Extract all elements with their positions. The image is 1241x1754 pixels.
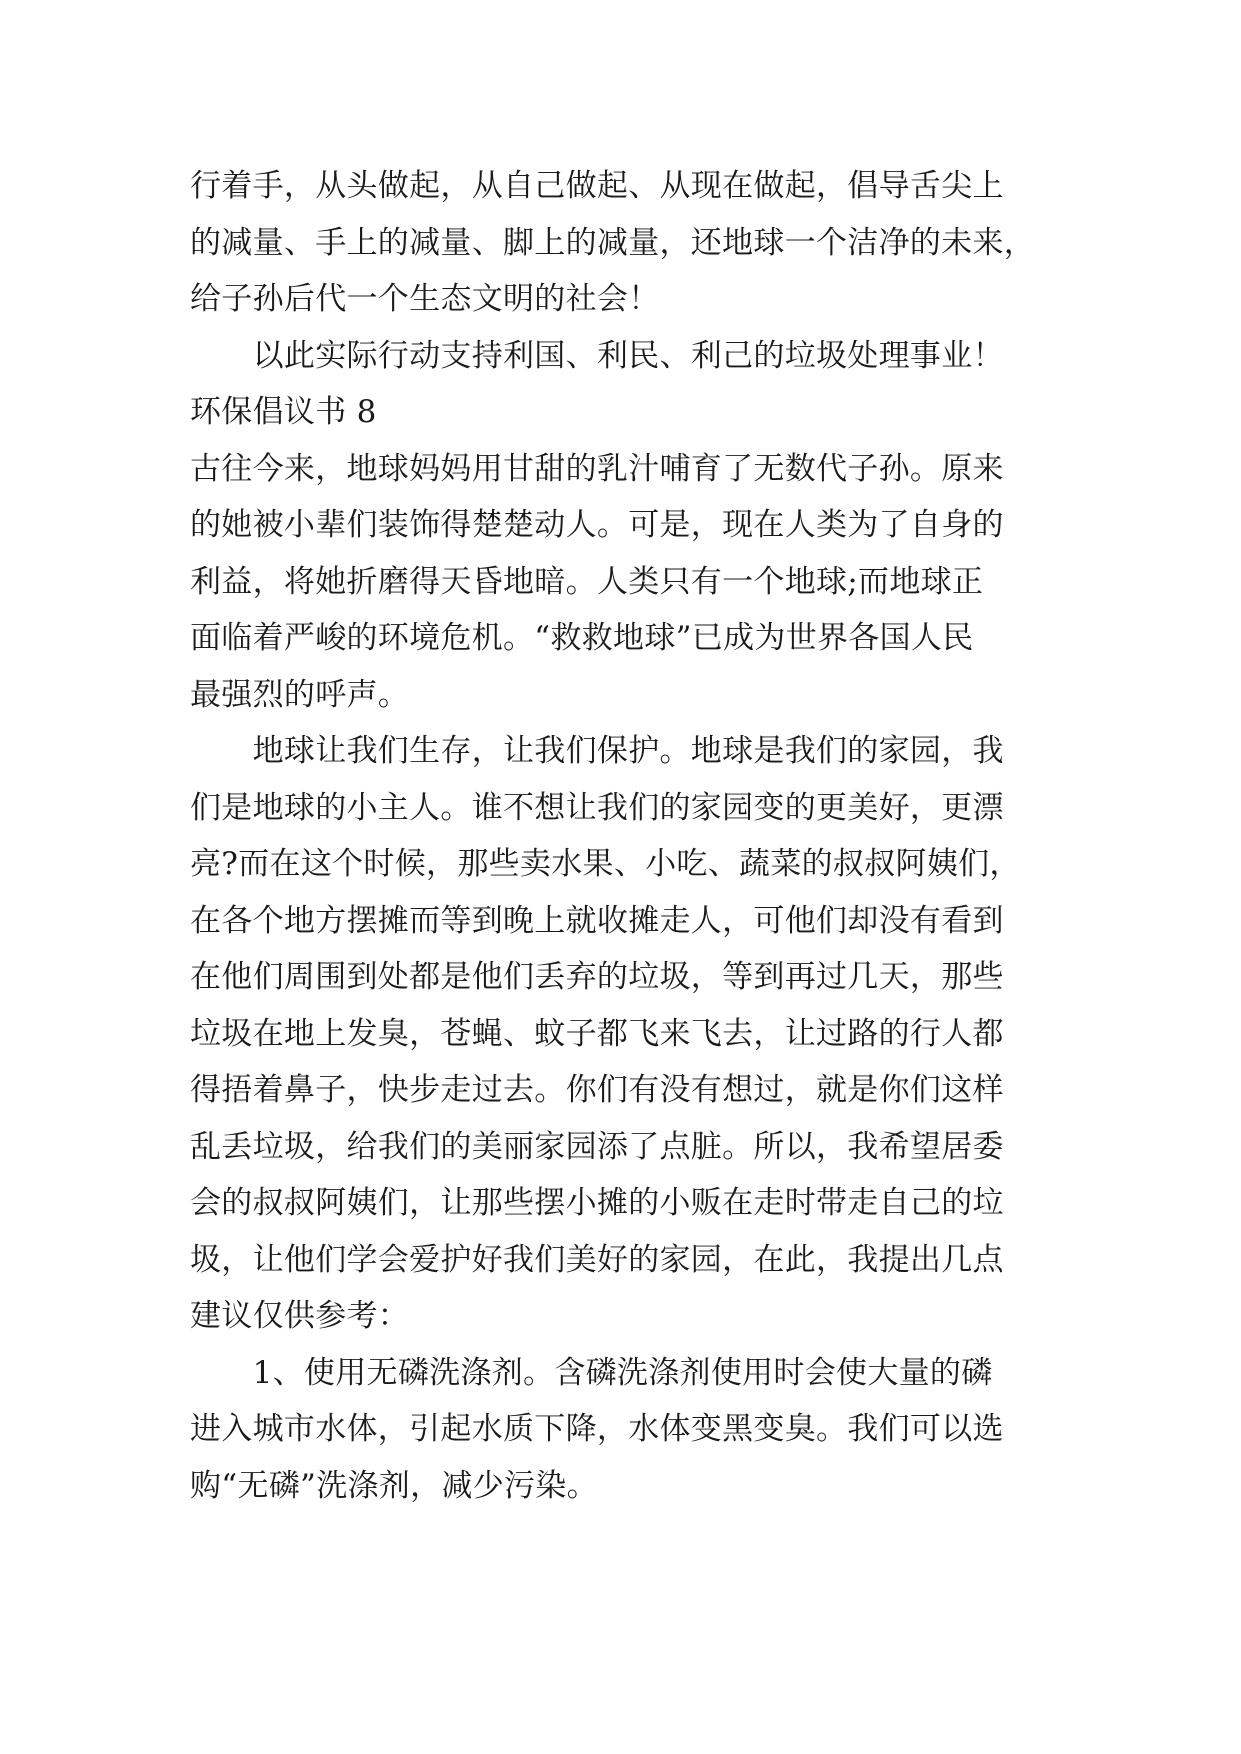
text-line: 乱丢垃圾，给我们的美丽家园添了点脏。所以，我希望居委 — [190, 1128, 1004, 1165]
text-line: 在他们周围到处都是他们丢弃的垃圾，等到再过几天，那些 — [190, 959, 1004, 995]
text-line: 建议仅供参考： — [190, 1298, 410, 1334]
text-line: 的减量、手上的减量、脚上的减量，还地球一个洁净的未来， — [190, 224, 1036, 261]
text-line: 垃圾在地上发臭，苍蝇、蚊子都飞来飞去，让过路的行人都 — [190, 1015, 1004, 1052]
text-line: 会的叔叔阿姨们，让那些摆小摊的小贩在走时带走自己的垃 — [190, 1185, 1004, 1221]
text-line: 地球让我们生存，让我们保护。地球是我们的家园，我 — [190, 733, 1004, 769]
text-line: 在各个地方摆摊而等到晚上就收摊走人，可他们却没有看到 — [190, 902, 1004, 939]
text-line: 1、使用无磷洗涤剂。含磷洗涤剂使用时会使大量的磷 — [190, 1354, 993, 1391]
text-line: 利益，将她折磨得天昏地暗。人类只有一个地球;而地球正 — [190, 563, 984, 600]
text-line: 购“无磷”洗涤剂，减少污染。 — [190, 1467, 598, 1504]
text-line: 进入城市水体，引起水质下降，水体变黑变臭。我们可以选 — [190, 1411, 1004, 1447]
text-line: 圾，让他们学会爱护好我们美好的家园，在此，我提出几点 — [190, 1241, 1004, 1278]
text-line: 们是地球的小主人。谁不想让我们的家园变的更美好，更漂 — [190, 789, 1004, 826]
text-line: 亮?而在这个时候，那些卖水果、小吃、蔬菜的叔叔阿姨们， — [190, 846, 1021, 882]
section-heading: 环保倡议书 8 — [190, 394, 377, 430]
text-line: 以此实际行动支持利国、利民、利己的垃圾处理事业！ — [190, 337, 1004, 374]
text-line: 面临着严峻的环境危机。“救救地球”已成为世界各国人民 — [190, 620, 974, 656]
text-line: 行着手，从头做起，从自己做起、从现在做起，倡导舌尖上 — [190, 168, 1004, 204]
text-line: 古往今来，地球妈妈用甘甜的乳汁哺育了无数代子孙。原来 — [190, 450, 1004, 487]
text-line: 最强烈的呼声。 — [190, 676, 410, 713]
text-line: 给子孙后代一个生态文明的社会！ — [190, 281, 660, 317]
document-body — [190, 158, 1052, 1514]
text-line: 的她被小辈们装饰得楚楚动人。可是，现在人类为了自身的 — [190, 507, 1004, 543]
text-line: 得捂着鼻子，快步走过去。你们有没有想过，就是你们这样 — [190, 1072, 1004, 1108]
